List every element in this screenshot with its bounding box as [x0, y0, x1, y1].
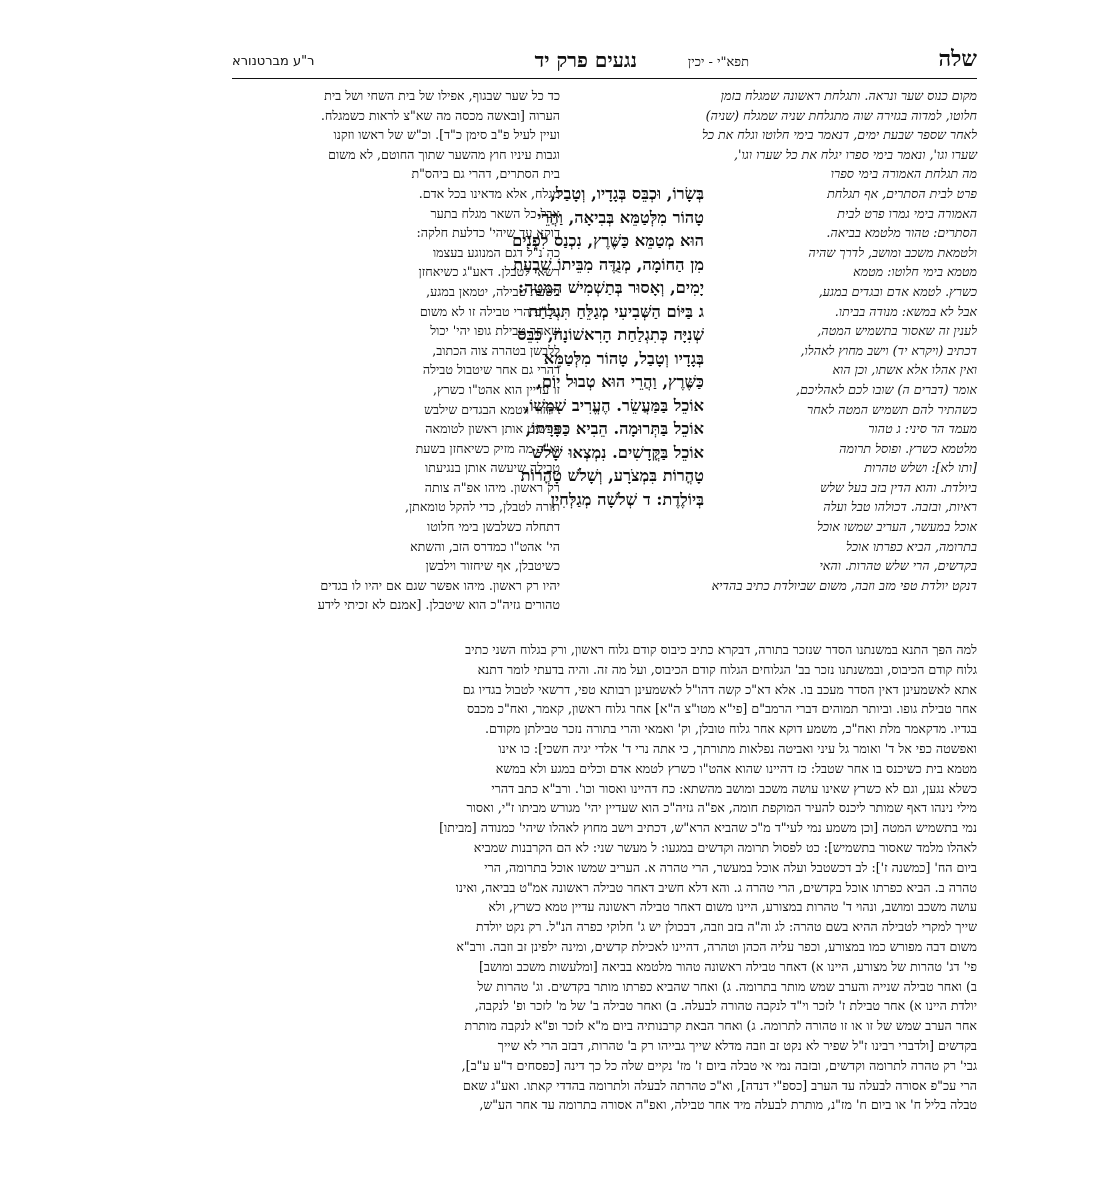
- mishna-line: טָהֳרוֹת בִּמְצֹרָע, וְשָׁלֹשׁ טָהֳרוֹת: [520, 466, 704, 485]
- text-line: בקדשים, הרי שלש טהרות. והאי: [819, 558, 977, 574]
- text-line: אומר (דברים ה) שובו לכם לאהליכם,: [796, 381, 977, 397]
- text-line: גבי' רק טהרה לתרומה וקדשים, ובזבה נמי אי טבלה ביום ז' מז' נקיים שלה כל כך דינה [כפסחים ד"ע ע"ב],: [461, 1057, 977, 1073]
- text-line: כשיטבלן, אף שיחזור וילבשן: [425, 558, 560, 574]
- text-line: בשעת טבילה, יטמאן במגע,: [426, 283, 560, 299]
- tiferet-yisrael-commentary: [232, 86, 560, 615]
- text-line: שאחר טבילת גופו יהי' יכול: [430, 323, 560, 339]
- text-line: בית הסתרים, דהרי גם ביהס"ת: [411, 166, 560, 182]
- commentary-ref: תפא"י - יכין: [687, 55, 749, 70]
- text-line: ואין אהלו אלא אשתו, וכן הוא: [832, 362, 977, 378]
- text-line: דנקט יולדת טפי מזב וזבה, משום שביולדת כתיב בהדיא: [711, 577, 977, 593]
- mishna-line: ג בַּיּוֹם הַשְּׁבִיעִי מְגַלֵּחַ תִּגְלַחַת: [528, 301, 704, 321]
- text-line: אתא לאשמעינן דאין הסדר מעכב בו. אלא דא"כ קשה דהו"ל לאשמעינן רבותא טפי, דרשאי לטבול בגדיו גם: [462, 681, 977, 697]
- text-line: מטמא בימי חלוטו: מטמא: [853, 264, 977, 280]
- mishna-line: בְּגָדָיו וְטָבַל, טָהוֹר מִלְּטַמֵּא: [543, 348, 704, 368]
- text-line: מגלח, אלא מדאינו בכל אדם.: [418, 185, 560, 201]
- text-line: שייך למקרי לטבילה ההיא בשם טהרה: לג וה"ה בזב וזבה, דבכולן יש ג' חלוקי כפרה הנ"ל. רק נקט יולדת: [475, 919, 977, 935]
- text-line: יולדת היינו א) אחר טבילת ז' לזכר וי"ד לנקבה טהורה לבעלה. ב) ואחר טבילה ב' של מ' לזכר ופ' לנקבה,: [474, 998, 977, 1014]
- text-line: טבילה שיעשה אותן בנגיעתו: [425, 460, 560, 476]
- text-line: [ותו לא]: ושלש טהרות: [864, 460, 977, 476]
- mishna-line: טָהוֹר מִלְּטַמֵּא בְּבִיאָה, וַהֲרֵי: [537, 207, 704, 227]
- text-line: כשרץ. לטמא אדם ובגדים במגע,: [818, 283, 977, 299]
- text-line: נמי בתשמיש המטה [וכן משמע נמי לעי"ד מ"כ שהביא הרא"ש, דכתיב וישב מחוץ לאהלו שיהי' כמנודה [מביתו]: [439, 820, 977, 836]
- mishna-line: אוֹכֵל בַּמַּעֲשֵׂר. הֶעֱרִיב שִׁמְשׁוֹ,: [523, 395, 704, 415]
- text-line: ואפשטה כפי אל ד' ואומר גל עיני ואביטה נפלאות מתורתך, כי אתה נרי ד' אלדי יגיה חשכי]: כו אינו: [498, 740, 977, 756]
- text-line: הסתרים: טהור מלטמא בביאה.: [826, 225, 977, 241]
- text-line: ויפשיט אותן ראשון לטומאה: [425, 421, 560, 437]
- text-line: למה הפך התנא במשנתנו הסדר שנזכר בתורה, דבקרא כתיב כיבוס קודם גלוח ראשון, ורק בגלוח השני כתיב: [465, 642, 977, 657]
- text-line: טהורים גזיה"כ הוא שיטבלן. [אמנם לא זכיתי לידע: [317, 597, 560, 613]
- text-line: בקדשים [ולדברי רבינו ז"ל שפיר לא נקט זב וזבה מדלא שייך גבייהו רק ב' טהרות, דבזב הרי לא שייך: [497, 1037, 977, 1053]
- text-line: דכתיב (ויקרא יד) וישב מחוץ לאהלו,: [800, 342, 977, 358]
- text-line: בגדיו. מדקאמר מלת ואח"כ, משמע דוקא אחר גלוח טובלן, וק' ואמאי והרי בתורה נזכר טבילתן מקודם.: [485, 721, 977, 737]
- text-line: לאהלו מלמד שאסור בתשמיש]: כט לפסול תרומה וקדשים במגעו: ל מעשר שני: לא הם הקרבנות שמביא: [473, 839, 977, 855]
- text-line: פרט לבית הסתרים, אף תגלחת: [827, 185, 977, 201]
- text-line: כשלא נגען, וגם לא כשרץ שאינו עושה משכב ומושב מהשתא: כח דהיינו ואסור וכו'. ורב"א כתב דהרי: [491, 780, 977, 796]
- mishna-line: אוֹכֵל בַּקֳּדָשִׁים. נִמְצְאוּ שָׁלֹשׁ: [532, 442, 704, 462]
- text-line: אחר הערב שמש של זו או זו טהורה לתרומה. ג) ואחר הבאת קרבנותיה ביום מ"א לזכר ופ"א לנקבה מותרת: [464, 1018, 977, 1034]
- text-line: עושה משכב ומושב, ונהוי ד' טהרות במצורע, היינו משום דאחר טבילה ראשונה עדיין טמא כשרץ, ולא: [488, 899, 977, 915]
- text-line: מלטמא כשרץ. ופוסל תרומה: [839, 440, 977, 456]
- bottom-commentary: [232, 640, 977, 1115]
- text-line: ללבשן בטהרה צוה הכתוב,: [432, 342, 560, 358]
- commentator-label: ר"ע מברטנורא: [232, 54, 315, 69]
- text-line: הערוה [ובאשה מכסה מה שא"צ לראות כשמגלח.: [320, 107, 560, 123]
- text-line: אחר טבילת גופו. וביותר תמוהים דברי הרמב"ם [פי"א מטו"צ ה"א] אחר גלוח ראשון, קאמר, ואח"כ מכבס: [466, 701, 977, 717]
- text-line: ועיין לעיל פ"ב סימן כ"ד]. וכ"ש של ראשו וזקנו: [333, 127, 560, 143]
- text-line: שערו וגו', ונאמר בימי ספרו יגלח את כל שערו וגו',: [734, 146, 977, 162]
- mishna-line: שְׁנִיָּה כְּתִגְלַחַת הָרִאשׁוֹנָה, כִּבֵּס: [517, 325, 704, 344]
- text-line: ביולדת. והוא הדין בזב בעל שלש: [820, 479, 977, 495]
- text-line: טבלה בליל ח' או ביום ח' מז"נ, מותרת לבעלה מיד אחר טבילה, ואפ"ה אסורה בתרומה עד אחר הע"ש,: [479, 1097, 977, 1113]
- text-line: דוקא עד שיהי' כדלעת חלקה:: [416, 225, 560, 241]
- text-line: כה נ"ל דגם המנוגע בעצמו: [432, 244, 560, 260]
- text-line: ביום הח' [כמשנה ז']: לב דכשטבל ועלה אוכל במעשר, הרי טהרה א. העריב שמשו אוכל בתרומה, הרי: [484, 859, 977, 875]
- text-line: לענין זה שאסור בתשמיש המטה,: [817, 323, 977, 339]
- text-line: כד כל שער שבגוף, אפילו של בית השחי ושל בית: [324, 88, 560, 103]
- text-line: דהרי גם אחר שיטבול טבילה: [422, 362, 560, 378]
- text-line: משום דבה מפורש כמו במצורע, וכפר עליה הכהן וטהרה, דהיינו לאכילת קדשים, ומינה ילפינן זב וזבה. ורב"א: [456, 938, 977, 954]
- text-line: אבל לא במשא: מנודה בביתו.: [834, 303, 977, 319]
- text-line: רשאי לטבלן. דאע"ג כשיאחזן: [418, 264, 560, 280]
- text-line: ב) ואחר טבילה שנייה והערב שמש מותר בתרומה. ג) ואחר שהביא כפרתו מותר בקדשים. וג' טהרות של: [477, 978, 977, 994]
- text-line: תורה לטבלן, כדי להקל טומאתן,: [404, 499, 560, 515]
- mishna-line: כַּשֶּׁרֶץ, וַהֲרֵי הוּא טְבוּל יוֹם,: [536, 372, 704, 391]
- text-line: כשהתיר להם תשמיש המטה לאחר: [807, 401, 977, 417]
- text-line: ראיות, ובזבה. דכולהו טבל ועלה: [823, 499, 977, 515]
- text-line: גלוח קודם הכיבוס, ובמשנתנו נזכר בב' הגלוחים הגלוח קודם הכיבוס, ועל מה זה. והיה בדעתי לומר דתנא: [477, 661, 977, 677]
- text-line: לאחר שספר שבעת ימים, דנאמר בימי חלוטו וגלח את כל: [701, 127, 977, 143]
- page-header: [232, 44, 977, 79]
- mishna-line: מִן הַחוֹמָה, מְנֻדֶּה מִבֵּיתוֹ שִׁבְעַת: [513, 254, 704, 274]
- text-line: אוכל במעשר, העריב שמשו אוכל: [816, 519, 977, 535]
- mishna-line: בְּיוֹלֶדֶת: ד שְׁלֹשָׁה מְגַלְּחִין: [550, 489, 704, 509]
- mishna-line: יָמִים, וְאָסוּר בְּתַשְׁמִישׁ הַמִּטָּה:: [517, 278, 704, 297]
- text-line: רק ראשון. מיהו אפ"ה צותה: [424, 479, 560, 495]
- text-line: פי' דג' טהרות של מצורע, היינו א) דאחר טבילה ראשונה טהור מלטמא בביאה [ומלעשות משכב ומושב]: [478, 958, 977, 974]
- text-line: דתחלה כשלבשן בימי חלוטו: [426, 519, 560, 535]
- text-line: וגבות עיניו חוץ מהשער שתוך החוטם, לא משום: [328, 146, 560, 162]
- text-line: האמורה בימי גמרו פרט לבית: [837, 205, 977, 221]
- text-line: הי' אהט"ו כמדרס הזב, והשתא: [410, 538, 560, 554]
- text-line: טהרה ב. הביא כפרתו אוכל בקדשים, הרי טהרה ג. והא דלא חשיב דאחר טבילה ראשונה אמ"ט בביאה, ואינו: [455, 879, 977, 895]
- page-number-title: שלה: [938, 46, 977, 72]
- text-line: מה תגלחת האמורה בימי ספרו: [830, 166, 977, 182]
- bartenura-commentary: [701, 86, 977, 595]
- text-line: ויחזור ויטמא הבגדים שילבש: [424, 401, 560, 417]
- text-line: עכ"פ הרי טבילה זו לא משום: [419, 303, 560, 319]
- text-line: חלוטו, למדוה בגזירה שוה מתגלחת שניה שמגלח (שניה): [705, 107, 977, 123]
- text-line: וא"כ מה מזיק כשיאחזן בשעת: [415, 440, 560, 456]
- text-line: מעמד הר סיני: ג טהור: [868, 421, 977, 437]
- mishna-line: בְּשָׂרוֹ, וּכְבֵּס בְּגָדָיו, וְטָבַל,: [550, 184, 704, 203]
- text-line: ולטמאת משכב ומושב, לדרך שהיה: [808, 244, 977, 260]
- tractate-chapter-title: נגעים פרק יד: [534, 48, 637, 72]
- text-line: אבל כל השאר מגלח בתער: [430, 205, 560, 221]
- text-line: מטמא בית כשיכנס בו אחר שטבל: כז דהיינו שהוא אהט"ו כשרץ לטמא אדם וכלים במגע ולא במשא: [495, 760, 977, 776]
- text-line: מקום כנוס שער ונראה. ותגלחת ראשונה שמגלח בזמן: [720, 88, 977, 103]
- text-line: הרי עכ"פ אסורה לבעלה עד הערב [כספ"י דנדה], וא"כ טהרתה לבעלה ולתרומה בהדדי קאתו. ואע"ג שאם: [462, 1077, 977, 1093]
- text-line: מילי נינהו דאף שמותר ליכנס להעיר המוקפת חומה, אפ"ה גזיה"כ הוא שעדיין יהי' מגורש מביתו ז"י, ואסור: [466, 800, 977, 816]
- text-line: בתרומה, הביא כפרתו אוכל: [846, 538, 977, 554]
- mishna-line: הוּא מְטַמֵּא כַּשֶּׁרֶץ, נִכְנַס לִפְנִים: [512, 231, 704, 250]
- text-line: יהיו רק ראשון. מיהו אפשר שגם אם יהיו לו בגדים: [320, 577, 560, 593]
- text-line: זו עדיין הוא אהט"ו כשרץ,: [432, 381, 560, 397]
- mishna-line: אוֹכֵל בַּתְּרוּמָה. הֵבִיא כַּפָּרָתוֹ,: [525, 419, 704, 438]
